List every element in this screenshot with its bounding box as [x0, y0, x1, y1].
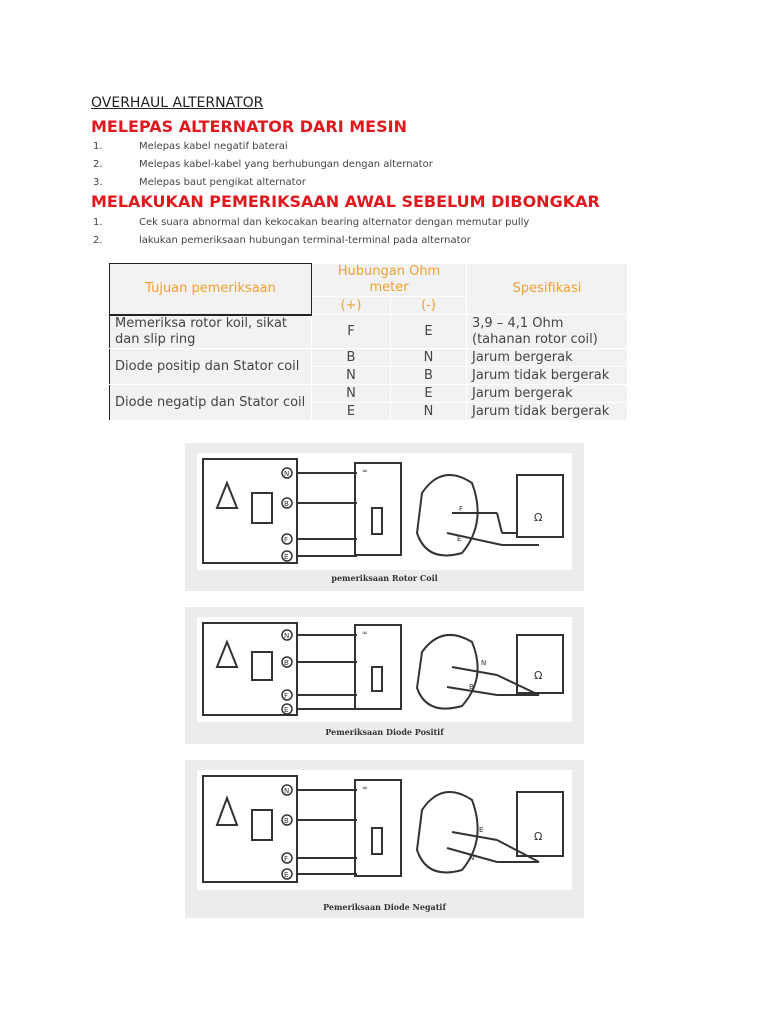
header-spec: Spesifikasi: [467, 264, 628, 315]
ohm-symbol: Ω: [534, 830, 543, 843]
list-text: Melepas baut pengikat alternator: [139, 177, 306, 188]
cell-purpose: Memeriksa rotor koil, sikat dan slip ring: [110, 315, 312, 349]
terminal-label: B: [284, 817, 289, 825]
table-row: [110, 385, 628, 403]
cell-plus: E: [312, 403, 391, 421]
ohm-symbol: Ω: [534, 669, 543, 682]
header-minus: (-): [391, 297, 467, 315]
scale-label: ∞: [362, 629, 368, 637]
circuit-diagram: [197, 617, 572, 722]
inspection-table: [109, 263, 628, 421]
header-ohm-meter: Hubungan Ohm meter: [312, 264, 467, 297]
list-number: 3.: [93, 177, 103, 188]
section2-heading: MELAKUKAN PEMERIKSAAN AWAL SEBELUM DIBONGKAR: [91, 192, 600, 211]
table-row: [110, 349, 628, 367]
cell-spec: Jarum bergerak: [467, 385, 628, 403]
probe-label: F: [459, 505, 464, 513]
cell-minus: E: [391, 315, 467, 349]
circuit-diagram: [197, 770, 572, 890]
list-text: Cek suara abnormal dan kekocakan bearing alternator dengan memutar pully: [139, 217, 530, 228]
document-title: OVERHAUL ALTERNATOR: [91, 95, 264, 111]
cell-minus: E: [391, 385, 467, 403]
list-number: 1.: [93, 217, 103, 228]
section1-heading: MELEPAS ALTERNATOR DARI MESIN: [91, 117, 407, 136]
cell-purpose: Diode positip dan Stator coil: [110, 349, 312, 385]
terminal-label: E: [284, 706, 289, 714]
figure-diode-negative: [185, 760, 584, 918]
cell-spec: Jarum bergerak: [467, 349, 628, 367]
figure-rotor-coil: [185, 443, 584, 591]
terminal-label: N: [284, 632, 290, 640]
list-number: 1.: [93, 141, 103, 152]
scale-label: ∞: [362, 467, 368, 475]
terminal-label: F: [284, 855, 289, 863]
figure-caption: pemeriksaan Rotor Coil: [331, 573, 438, 583]
cell-plus: N: [312, 367, 391, 385]
cell-purpose: Diode negatip dan Stator coil: [110, 385, 312, 421]
figure-caption: Pemeriksaan Diode Negatif: [323, 902, 446, 912]
cell-spec: Jarum tidak bergerak: [467, 367, 628, 385]
header-plus: (+): [312, 297, 391, 315]
figure-caption: Pemeriksaan Diode Positif: [325, 727, 444, 737]
list-text: Melepas kabel-kabel yang berhubungan dengan alternator: [139, 159, 433, 170]
cell-plus: B: [312, 349, 391, 367]
cell-plus: N: [312, 385, 391, 403]
terminal-label: N: [284, 470, 290, 478]
list-number: 2.: [93, 235, 103, 246]
list-number: 2.: [93, 159, 103, 170]
probe-label: N: [481, 659, 487, 667]
cell-minus: B: [391, 367, 467, 385]
terminal-label: B: [284, 659, 289, 667]
figure-diode-positive: [185, 607, 584, 744]
cell-minus: N: [391, 403, 467, 421]
probe-label: B: [469, 683, 474, 691]
cell-plus: F: [312, 315, 391, 349]
probe-label: E: [479, 826, 484, 834]
ohm-symbol: Ω: [534, 511, 543, 524]
list-text: lakukan pemeriksaan hubungan terminal-terminal pada alternator: [139, 235, 471, 246]
probe-label: N: [469, 854, 475, 862]
probe-label: E: [457, 535, 462, 543]
header-purpose: Tujuan pemeriksaan: [110, 264, 312, 315]
list-text: Melepas kabel negatif baterai: [139, 141, 288, 152]
terminal-label: F: [284, 692, 289, 700]
terminal-label: F: [284, 536, 289, 544]
scale-label: ∞: [362, 784, 368, 792]
table-row: [110, 315, 628, 349]
cell-spec: 3,9 – 4,1 Ohm (tahanan rotor coil): [467, 315, 628, 349]
cell-minus: N: [391, 349, 467, 367]
terminal-label: N: [284, 787, 290, 795]
terminal-label: E: [284, 871, 289, 879]
terminal-label: B: [284, 500, 289, 508]
cell-spec: Jarum tidak bergerak: [467, 403, 628, 421]
circuit-diagram: [197, 453, 572, 570]
terminal-label: E: [284, 553, 289, 561]
